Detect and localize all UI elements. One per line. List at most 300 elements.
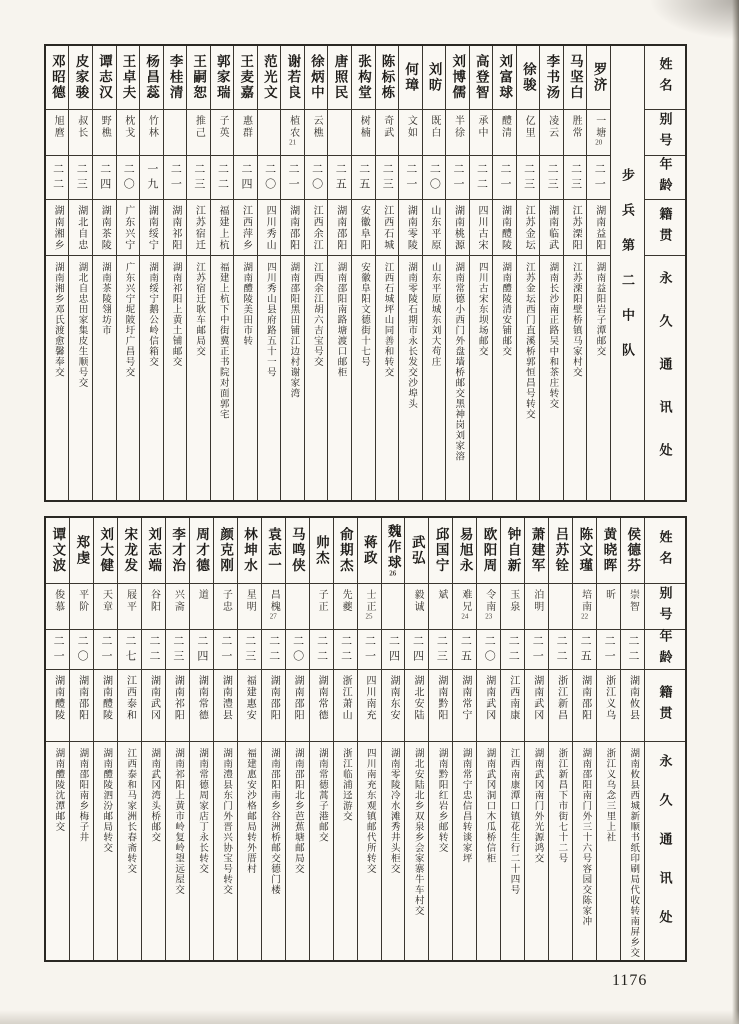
person-native-place: 浙江新昌 — [555, 675, 567, 721]
age-cell — [446, 156, 469, 200]
age-cell — [328, 156, 351, 200]
alias-cell — [214, 584, 237, 630]
address-cell — [281, 256, 304, 500]
person-age: 二四 — [195, 634, 208, 665]
native-place-cell — [46, 200, 69, 256]
address-cell — [238, 742, 261, 960]
age-cell — [470, 156, 493, 200]
person-age: 二〇 — [291, 634, 304, 665]
native-place-cell — [446, 200, 469, 256]
person-column — [70, 518, 94, 960]
person-address: 湖南祁阳上黄土铺邮交 — [170, 262, 181, 367]
age-cell — [94, 630, 117, 670]
scan-edge-shadow — [732, 0, 739, 1024]
alias-cell — [305, 110, 328, 156]
address-cell — [93, 256, 116, 500]
person-native-place: 湖北自忠 — [75, 205, 87, 251]
person-age: 二三 — [381, 162, 394, 193]
address-cell — [453, 742, 476, 960]
person-column — [328, 46, 352, 500]
person-alias: 斌 — [435, 589, 447, 601]
age-cell — [166, 630, 189, 670]
person-age: 二四 — [411, 634, 424, 665]
age-cell — [118, 630, 141, 670]
person-column — [117, 46, 141, 500]
native-place-cell — [310, 670, 333, 742]
person-name: 刘富球 — [497, 54, 513, 101]
native-place-cell — [358, 670, 381, 742]
person-alias: 一塘 — [593, 115, 605, 139]
person-alias: 凌云 — [546, 115, 558, 139]
person-name-note: 26 — [389, 570, 397, 578]
person-alias: 昕 — [603, 589, 615, 601]
age-cell — [258, 156, 281, 200]
age-cell — [621, 630, 644, 670]
person-address: 湖南攸县西城新顺书纸印刷局代收转南屏乡交 — [628, 748, 639, 958]
person-address: 湖南邵阳南路塘渡口邮柜 — [335, 262, 346, 378]
age-cell — [573, 630, 596, 670]
person-age: 二三 — [435, 634, 448, 665]
header-column-top — [645, 46, 685, 500]
age-cell — [493, 156, 516, 200]
page-number: 1176 — [612, 972, 648, 989]
person-alias: 道 — [196, 589, 208, 601]
address-cell — [376, 256, 399, 500]
person-alias: 崇智 — [627, 589, 639, 613]
person-native-place: 湖南黔阳 — [435, 675, 447, 721]
person-age: 二二 — [475, 162, 488, 193]
header-alias: 别号 — [645, 584, 685, 630]
person-column — [286, 518, 310, 960]
person-age: 二三 — [192, 162, 205, 193]
person-age: 二一 — [451, 162, 464, 193]
name-cell — [446, 46, 469, 110]
person-column — [262, 518, 286, 960]
person-name: 范光文 — [261, 54, 277, 101]
person-address: 湖南醴陵清安铺邮交 — [500, 262, 511, 357]
person-address: 广东兴宁坭陂圩广昌号交 — [123, 262, 134, 378]
person-alias-note: 22 — [581, 613, 589, 620]
address-cell — [334, 742, 357, 960]
person-address: 湖北自忠田家集皮生顺号交 — [76, 262, 87, 388]
address-cell — [540, 256, 563, 500]
person-name: 邱国宁 — [433, 527, 449, 574]
person-name: 何璋 — [403, 62, 419, 93]
person-native-place: 江苏金坛 — [523, 205, 535, 251]
person-column — [358, 518, 382, 960]
alias-cell — [540, 110, 563, 156]
person-age: 二一 — [169, 162, 182, 193]
age-cell — [540, 156, 563, 200]
address-cell — [166, 742, 189, 960]
address-cell — [234, 256, 257, 500]
address-cell — [382, 742, 405, 960]
person-name: 俞期杰 — [337, 527, 353, 574]
alias-cell — [376, 110, 399, 156]
person-native-place: 湖南邵阳 — [76, 675, 88, 721]
person-name: 马鸣侠 — [289, 527, 305, 574]
address-cell — [310, 742, 333, 960]
age-cell — [142, 630, 165, 670]
person-native-place: 江苏宿迁 — [193, 205, 205, 251]
alias-cell — [446, 110, 469, 156]
person-age: 二四 — [387, 634, 400, 665]
age-cell — [334, 630, 357, 670]
person-column — [446, 46, 470, 500]
person-address: 江西余江胡六吉宝号交 — [311, 262, 322, 367]
person-name: 刘博儒 — [450, 54, 466, 101]
person-column — [166, 518, 190, 960]
person-native-place: 湖南醴陵 — [499, 205, 511, 251]
person-address: 湖南茶陵翎坊市 — [99, 262, 110, 336]
alias-cell — [423, 110, 446, 156]
person-alias: 枕戈 — [122, 115, 134, 139]
native-place-cell — [234, 200, 257, 256]
person-name: 皮家骏 — [73, 54, 89, 101]
person-address: 湖南长沙南正路吴中和茶庄转交 — [547, 262, 558, 409]
address-cell — [501, 742, 524, 960]
person-address: 湖南黔阳红岩乡邮转交 — [436, 748, 447, 853]
person-alias: 野樵 — [99, 115, 111, 139]
name-cell — [376, 46, 399, 110]
native-place-cell — [517, 200, 540, 256]
person-column — [477, 518, 501, 960]
address-cell — [587, 256, 610, 500]
person-name: 林坤水 — [242, 527, 258, 574]
alias-cell — [564, 110, 587, 156]
native-place-cell — [70, 670, 93, 742]
person-address: 湖南零陵石期市永长发交沙埠头 — [406, 262, 417, 409]
age-cell — [597, 630, 620, 670]
person-address: 湖南邵阳黑田铺江边村谢家湾 — [288, 262, 299, 399]
person-age: 二三 — [171, 634, 184, 665]
name-cell — [470, 46, 493, 110]
person-name: 王卓夫 — [120, 54, 136, 101]
person-name: 颜克刚 — [218, 527, 234, 574]
native-place-cell — [573, 670, 596, 742]
name-cell — [621, 518, 644, 584]
address-cell — [573, 742, 596, 960]
person-alias: 天章 — [100, 589, 112, 613]
name-cell — [286, 518, 309, 584]
address-cell — [470, 256, 493, 500]
person-column — [399, 46, 423, 500]
alias-cell — [549, 584, 572, 630]
name-cell — [262, 518, 285, 584]
person-name: 蒋政 — [361, 535, 377, 566]
person-alias: 惠群 — [240, 115, 252, 139]
person-address: 福建上杭下中街冀正书院对面郭宅 — [217, 262, 228, 420]
person-alias-note: 27 — [269, 613, 277, 620]
person-alias: 旭麿 — [52, 115, 64, 139]
person-address: 湖南绥宁鹅公岭信箱交 — [147, 262, 158, 367]
person-address: 浙江新昌下市街七十二号 — [556, 748, 567, 864]
age-cell — [564, 156, 587, 200]
person-age: 二四 — [98, 162, 111, 193]
person-column — [621, 518, 645, 960]
name-cell — [405, 518, 428, 584]
person-native-place: 湖南武冈 — [483, 675, 495, 721]
person-address: 湖南邵阳南门外三十六号容园交陈家冲 — [580, 748, 591, 927]
person-age: 二五 — [357, 162, 370, 193]
address-cell — [142, 742, 165, 960]
name-cell — [334, 518, 357, 584]
native-place-cell — [187, 200, 210, 256]
address-cell — [549, 742, 572, 960]
person-column — [525, 518, 549, 960]
person-column — [281, 46, 305, 500]
name-cell — [238, 518, 261, 584]
person-age: 二七 — [124, 634, 136, 665]
person-native-place: 江西萍乡 — [240, 205, 252, 251]
person-age: 二四 — [240, 162, 253, 193]
person-columns-top — [46, 46, 611, 500]
person-name: 罗济 — [591, 62, 607, 93]
native-place-cell — [429, 670, 452, 742]
person-name: 陈标栋 — [379, 54, 395, 101]
person-name: 刘志端 — [146, 527, 162, 574]
person-alias-note: 20 — [595, 139, 603, 146]
alias-cell — [525, 584, 548, 630]
alias-cell — [382, 584, 405, 630]
address-cell — [214, 742, 237, 960]
person-name: 唐照民 — [332, 54, 348, 101]
alias-cell — [69, 110, 92, 156]
person-column — [93, 46, 117, 500]
person-age: 一九 — [145, 162, 158, 193]
person-column — [187, 46, 211, 500]
person-native-place: 湖南益阳 — [593, 205, 605, 251]
person-name: 王麦嘉 — [238, 54, 254, 101]
person-column — [540, 46, 564, 500]
name-cell — [118, 518, 141, 584]
person-age: 二一 — [287, 162, 300, 193]
name-cell — [187, 46, 210, 110]
person-native-place: 广东兴宁 — [122, 205, 134, 251]
age-cell — [234, 156, 257, 200]
native-place-cell — [470, 200, 493, 256]
age-cell — [405, 630, 428, 670]
person-column — [69, 46, 93, 500]
name-cell — [46, 46, 69, 110]
person-address: 山东平原城东刘大苟庄 — [429, 262, 440, 367]
alias-cell — [453, 584, 476, 630]
person-column — [376, 46, 400, 500]
native-place-cell — [142, 670, 165, 742]
person-alias: 文如 — [405, 115, 417, 139]
person-alias-note: 23 — [485, 613, 493, 620]
address-cell — [117, 256, 140, 500]
person-column — [46, 46, 70, 500]
header-name: 姓名 — [645, 46, 685, 110]
alias-cell — [190, 584, 213, 630]
age-cell — [549, 630, 572, 670]
name-cell — [493, 46, 516, 110]
person-name: 徐炳中 — [308, 54, 324, 101]
person-age: 二二 — [627, 634, 640, 665]
person-address: 江西南康潭口镇花生行二十四号 — [508, 748, 519, 895]
alias-cell — [238, 584, 261, 630]
native-place-cell — [549, 670, 572, 742]
alias-cell — [258, 110, 281, 156]
person-age: 二三 — [522, 162, 535, 193]
name-cell — [234, 46, 257, 110]
native-place-cell — [93, 200, 116, 256]
alias-cell — [46, 584, 69, 630]
address-cell — [94, 742, 117, 960]
person-name: 杨昌蕊 — [144, 54, 160, 101]
person-name: 李书汤 — [544, 54, 560, 101]
unit-column — [611, 46, 645, 500]
name-cell — [281, 46, 304, 110]
person-native-place: 四川南充 — [364, 675, 376, 721]
person-alias: 半徐 — [452, 115, 464, 139]
person-address: 湖南武冈洞口木瓜桥信柜 — [484, 748, 495, 864]
person-age: 二五 — [459, 634, 472, 665]
name-cell — [69, 46, 92, 110]
person-name: 李才治 — [170, 527, 186, 574]
person-alias: 子忠 — [220, 589, 232, 613]
person-native-place: 湖南邵阳 — [287, 205, 299, 251]
person-address: 四川古宋东坝场邮交 — [476, 262, 487, 357]
person-alias: 植农 — [287, 115, 299, 139]
person-age: 二三 — [569, 162, 582, 193]
person-native-place: 四川古宋 — [475, 205, 487, 251]
person-column — [305, 46, 329, 500]
header-column-bottom — [645, 518, 685, 960]
person-native-place: 湖北安陆 — [411, 675, 423, 721]
person-column — [423, 46, 447, 500]
person-column — [190, 518, 214, 960]
person-address: 湖南澧县东门外晋兴协宝号转交 — [221, 748, 232, 895]
person-native-place: 湖南武冈 — [531, 675, 543, 721]
person-native-place: 江苏溧阳 — [570, 205, 582, 251]
name-cell — [258, 46, 281, 110]
person-age: 二〇 — [483, 634, 496, 665]
person-alias: 推己 — [193, 115, 205, 139]
age-cell — [281, 156, 304, 200]
person-address: 湖南常宁忠信昌转谈家坪 — [460, 748, 471, 864]
person-name: 钟自新 — [505, 527, 521, 574]
native-place-cell — [214, 670, 237, 742]
person-name: 刘昉 — [426, 62, 442, 93]
person-name: 黄晓晖 — [601, 527, 617, 574]
age-cell — [501, 630, 524, 670]
person-alias: 承中 — [475, 115, 487, 139]
native-place-cell — [423, 200, 446, 256]
name-cell — [46, 518, 69, 584]
person-native-place: 湖南邵阳 — [268, 675, 280, 721]
person-native-place: 湖南临武 — [546, 205, 558, 251]
native-place-cell — [564, 200, 587, 256]
person-name: 魏作球 — [385, 523, 401, 571]
alias-cell — [587, 110, 610, 156]
address-cell — [358, 742, 381, 960]
native-place-cell — [262, 670, 285, 742]
person-column — [164, 46, 188, 500]
native-place-cell — [258, 200, 281, 256]
person-address: 浙江义乌念三里上社 — [604, 748, 615, 843]
person-age: 二一 — [499, 162, 512, 193]
alias-cell — [142, 584, 165, 630]
name-cell — [501, 518, 524, 584]
native-place-cell — [281, 200, 304, 256]
alias-cell — [310, 584, 333, 630]
person-alias-note: 24 — [461, 613, 469, 620]
person-column — [334, 518, 358, 960]
person-alias: 培南 — [579, 589, 591, 613]
person-native-place: 湖南湘乡 — [52, 205, 64, 251]
person-column — [405, 518, 429, 960]
person-address: 湖南武冈南门外光源鸿交 — [532, 748, 543, 864]
alias-cell — [517, 110, 540, 156]
person-column — [470, 46, 494, 500]
person-address: 湖南益阳岩子潭邮交 — [594, 262, 605, 357]
person-name: 邓昭德 — [49, 54, 65, 101]
age-cell — [164, 156, 187, 200]
alias-cell — [187, 110, 210, 156]
address-cell — [423, 256, 446, 500]
person-address: 四川南充东观镇邮代所转交 — [364, 748, 375, 874]
unit-label: 步兵第二中队 — [620, 168, 635, 378]
address-cell — [328, 256, 351, 500]
person-address: 湖南零陵冷水滩秀井头柜交 — [388, 748, 399, 874]
person-name: 帅杰 — [313, 535, 329, 566]
age-cell — [140, 156, 163, 200]
person-alias: 子正 — [316, 589, 328, 613]
person-address: 湖南祁阳上黄市岭复岭望远屋交 — [173, 748, 184, 895]
address-cell — [352, 256, 375, 500]
person-address: 江苏宿迁耿车邮局交 — [194, 262, 205, 357]
age-cell — [187, 156, 210, 200]
native-place-cell — [597, 670, 620, 742]
person-address: 湖南醴陵泗汾邮局转交 — [101, 748, 112, 853]
native-place-cell — [305, 200, 328, 256]
name-cell — [540, 46, 563, 110]
person-name: 马坚白 — [567, 54, 583, 101]
person-name: 谭志汉 — [96, 54, 112, 101]
alias-cell — [477, 584, 500, 630]
person-address: 湖南邵阳北乡芭蕉塘邮局交 — [292, 748, 303, 874]
age-cell — [211, 156, 234, 200]
person-alias: 屐平 — [124, 589, 136, 613]
person-column — [549, 518, 573, 960]
age-cell — [310, 630, 333, 670]
person-address: 江西石城坪山同善和转交 — [382, 262, 393, 378]
native-place-cell — [190, 670, 213, 742]
person-age: 二〇 — [122, 162, 135, 193]
person-alias: 叔长 — [75, 115, 87, 139]
native-place-cell — [69, 200, 92, 256]
person-name: 欧阳周 — [481, 527, 497, 574]
alias-cell — [573, 584, 596, 630]
person-alias: 醴清 — [499, 115, 511, 139]
age-cell — [46, 156, 69, 200]
person-age: 二三 — [243, 634, 256, 665]
native-place-cell — [376, 200, 399, 256]
person-address: 湖南邵阳南乡梅子井 — [77, 748, 88, 843]
alias-cell — [281, 110, 304, 156]
person-name: 郭家瑞 — [214, 54, 230, 101]
name-cell — [517, 46, 540, 110]
person-column — [234, 46, 258, 500]
name-cell — [211, 46, 234, 110]
person-alias: 兴斋 — [172, 589, 184, 613]
age-cell — [453, 630, 476, 670]
person-address: 湖南常德蒿子港邮交 — [316, 748, 327, 843]
age-cell — [262, 630, 285, 670]
person-column — [140, 46, 164, 500]
